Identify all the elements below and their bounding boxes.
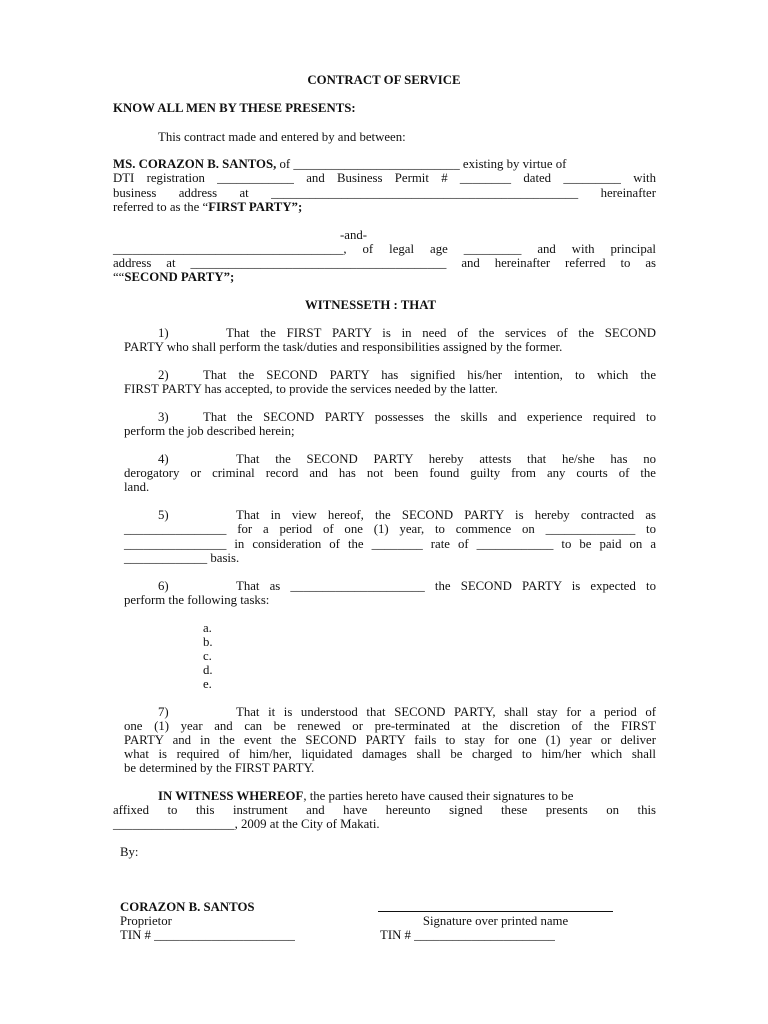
clause-1-line-1: That the FIRST PARTY is in need of the services of the SECOND <box>226 326 656 340</box>
know-all-heading: KNOW ALL MEN BY THESE PRESENTS: <box>113 101 356 115</box>
clause-3-line-2: perform the job described herein; <box>124 424 295 438</box>
task-item: e. <box>203 677 212 691</box>
witness-heading: IN WITNESS WHEREOF <box>158 789 304 803</box>
signature-caption: Signature over printed name <box>422 914 569 928</box>
clause-4-number: 4) <box>158 452 169 466</box>
clause-2-line-2: FIRST PARTY has accepted, to provide the services needed by the latter. <box>124 382 498 396</box>
and-separator: -and- <box>340 228 367 242</box>
signatory-name: CORAZON B. SANTOS <box>120 900 255 914</box>
clause-6-number: 6) <box>158 579 169 593</box>
second-party-line-3-pre: ““ <box>113 270 125 284</box>
witness-line-2: affixed to this instrument and have hereunto signed these presents on this <box>113 803 656 817</box>
first-party-name: MS. CORAZON B. SANTOS, <box>113 157 277 171</box>
clause-5-line-4: _____________ basis. <box>124 551 240 565</box>
signature-line <box>378 911 613 912</box>
clause-5-line-3: ________________ in consideration of the ________ rate of ____________ to be paid on a <box>124 537 656 551</box>
signatory-title: Proprietor <box>120 914 172 928</box>
first-party-line-4-pre: referred to as the “ <box>113 200 209 214</box>
task-item: c. <box>203 649 212 663</box>
clause-1-number: 1) <box>158 326 169 340</box>
first-party-label: FIRST PARTY”; <box>208 200 303 214</box>
second-party-line-3 <box>113 270 234 284</box>
clause-7-number: 7) <box>158 705 169 719</box>
clause-4-line-1: That the SECOND PARTY hereby attests that he/she has no <box>236 452 656 466</box>
first-party-line-4 <box>113 200 302 214</box>
second-party-label: SECOND PARTY”; <box>124 270 235 284</box>
clause-3-line-1: That the SECOND PARTY possesses the skills and experience required to <box>203 410 656 424</box>
witnesseth-heading: WITNESSETH : THAT <box>305 298 437 312</box>
task-item: a. <box>203 621 212 635</box>
witness-line-3: ___________________, 2009 at the City of Makati. <box>113 817 380 831</box>
witness-line-1 <box>158 789 573 803</box>
first-party-line-1-rest: of __________________________ existing by virtue of <box>276 157 567 171</box>
clause-5-line-1: That in view hereof, the SECOND PARTY is hereby contracted as <box>236 508 656 522</box>
second-party-line-1: ____________________________________, of legal age _________ and with principal <box>113 242 656 256</box>
clause-6-line-1: That as _____________________ the SECOND PARTY is expected to <box>236 579 656 593</box>
clause-7-line-3: PARTY and in the event the SECOND PARTY fails to stay for one (1) year or deliver <box>124 733 656 747</box>
first-party-line-3: business address at ________________________________________________ hereinafter <box>113 186 656 200</box>
clause-2-number: 2) <box>158 368 169 382</box>
witness-line-1-rest: , the parties hereto have caused their signatures to be <box>303 789 574 803</box>
clause-7-line-2: one (1) year and can be renewed or pre-terminated at the discretion of the FIRST <box>124 719 656 733</box>
second-party-line-2: address at ________________________________________ and hereinafter referred to as <box>113 256 656 270</box>
clause-3-number: 3) <box>158 410 169 424</box>
task-item: b. <box>203 635 213 649</box>
clause-7-line-5: be determined by the FIRST PARTY. <box>124 761 315 775</box>
clause-1-line-2: PARTY who shall perform the task/duties and responsibilities assigned by the former. <box>124 340 563 354</box>
first-party-line-1 <box>113 157 656 171</box>
clause-5-number: 5) <box>158 508 169 522</box>
clause-6-line-2: perform the following tasks: <box>124 593 270 607</box>
task-item: d. <box>203 663 213 677</box>
document-title: CONTRACT OF SERVICE <box>307 73 461 87</box>
clause-7-line-1: That it is understood that SECOND PARTY, shall stay for a period of <box>236 705 656 719</box>
by-label: By: <box>120 845 139 859</box>
clause-7-line-4: what is required of him/her, liquidated damages shall be charged to him/her which shall <box>124 747 656 761</box>
clause-5-line-2: ________________ for a period of one (1) year, to commence on ______________ to <box>124 522 656 536</box>
first-party-line-2: DTI registration ____________ and Business Permit # ________ dated _________ with <box>113 171 656 185</box>
second-party-tin: TIN # ______________________ <box>380 928 555 942</box>
clause-2-line-1: That the SECOND PARTY has signified his/her intention, to which the <box>203 368 656 382</box>
clause-4-line-3: land. <box>124 480 150 494</box>
clause-4-line-2: derogatory or criminal record and has not been found guilty from any courts of the <box>124 466 656 480</box>
signatory-tin: TIN # ______________________ <box>120 928 295 942</box>
made-entered-line: This contract made and entered by and between: <box>158 130 406 144</box>
